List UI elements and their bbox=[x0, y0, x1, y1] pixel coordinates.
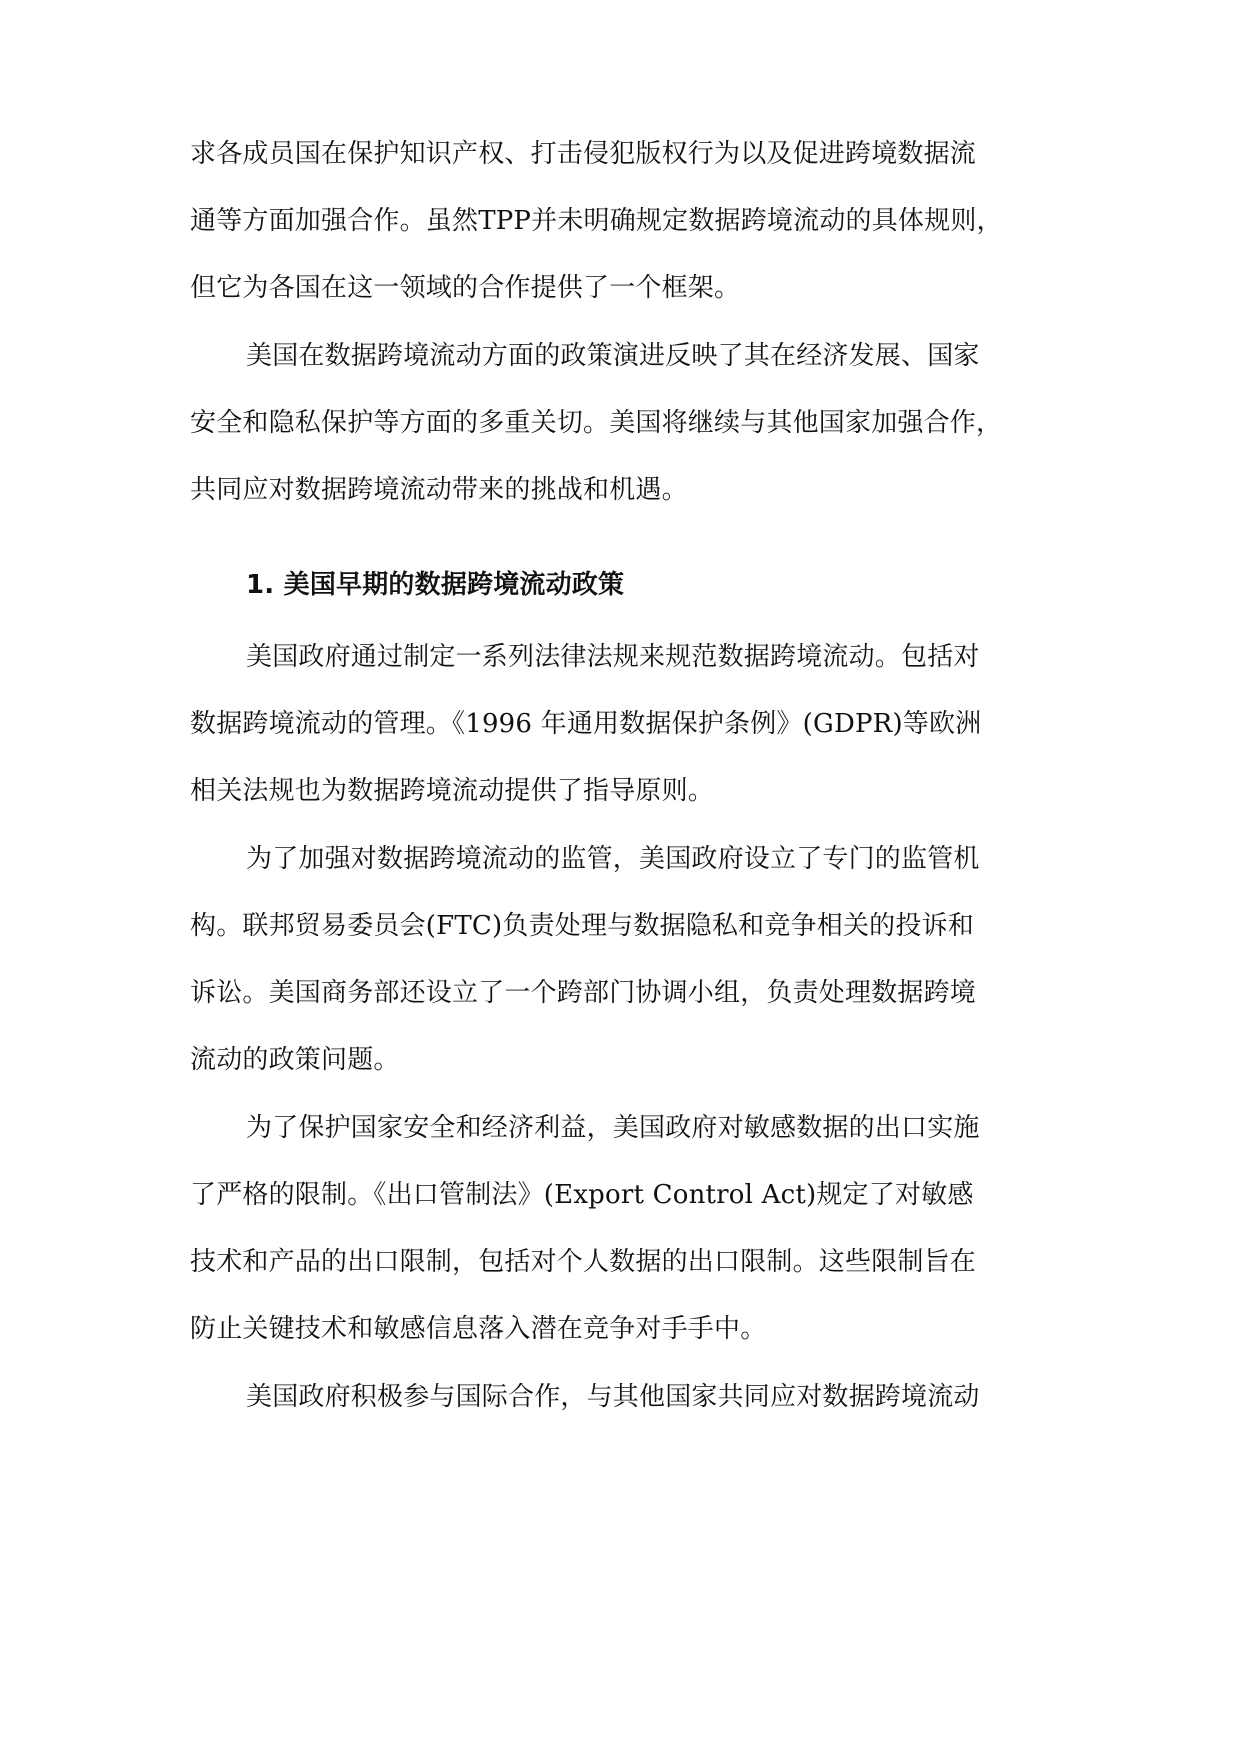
section-paragraph-1-line-3: 相关法规也为数据跨境流动提供了指导原则。 bbox=[190, 776, 715, 806]
section-paragraph-3-line-2: 了严格的限制。《出口管制法》(Export Control Act)规定了对敏感 bbox=[190, 1180, 974, 1210]
section-paragraph-2-line-1: 为了加强对数据跨境流动的监管，美国政府设立了专门的监管机 bbox=[246, 844, 980, 874]
section-paragraph-2-line-3: 诉讼。美国商务部还设立了一个跨部门协调小组，负责处理数据跨境 bbox=[190, 978, 977, 1008]
section-paragraph-3-line-3: 技术和产品的出口限制，包括对个人数据的出口限制。这些限制旨在 bbox=[190, 1247, 977, 1277]
section-paragraph-3-line-4: 防止关键技术和敏感信息落入潜在竞争对手手中。 bbox=[190, 1314, 767, 1344]
paragraph-2-line-3: 共同应对数据跨境流动带来的挑战和机遇。 bbox=[190, 475, 688, 505]
paragraph-1-line-1: 求各成员国在保护知识产权、打击侵犯版权行为以及促进跨境数据流 bbox=[190, 139, 977, 169]
section-paragraph-4-line-1: 美国政府积极参与国际合作，与其他国家共同应对数据跨境流动 bbox=[246, 1382, 980, 1412]
section-heading: 1. 美国早期的数据跨境流动政策 bbox=[246, 570, 625, 600]
section-paragraph-2-line-4: 流动的政策问题。 bbox=[190, 1045, 400, 1075]
paragraph-2-line-1: 美国在数据跨境流动方面的政策演进反映了其在经济发展、国家 bbox=[246, 341, 980, 371]
section-paragraph-3-line-1: 为了保护国家安全和经济利益，美国政府对敏感数据的出口实施 bbox=[246, 1113, 980, 1143]
section-paragraph-2-line-2: 构。联邦贸易委员会(FTC)负责处理与数据隐私和竞争相关的投诉和 bbox=[190, 911, 974, 941]
paragraph-2-line-2: 安全和隐私保护等方面的多重关切。美国将继续与其他国家加强合作， bbox=[190, 408, 1003, 438]
section-paragraph-1-line-2: 数据跨境流动的管理。《1996 年通用数据保护条例》(GDPR)等欧洲 bbox=[190, 709, 982, 739]
paragraph-1-line-3: 但它为各国在这一领域的合作提供了一个框架。 bbox=[190, 273, 741, 303]
section-paragraph-1-line-1: 美国政府通过制定一系列法律法规来规范数据跨境流动。包括对 bbox=[246, 642, 980, 672]
paragraph-1-line-2: 通等方面加强合作。虽然TPP并未明确规定数据跨境流动的具体规则， bbox=[190, 206, 1003, 236]
